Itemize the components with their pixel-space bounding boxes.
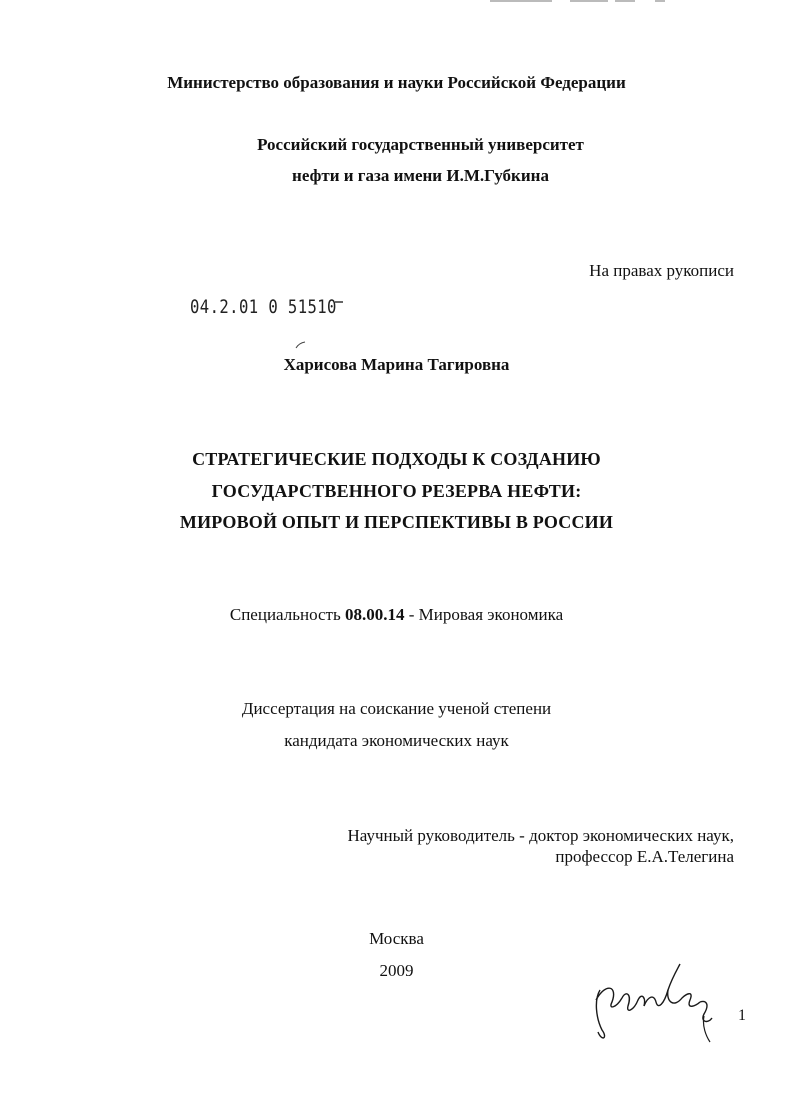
university-name-line1: Российский государственный университет bbox=[257, 135, 584, 154]
university-name-line2: нефти и газа имени И.М.Губкина bbox=[292, 166, 549, 185]
specialty-prefix: Специальность bbox=[229, 605, 345, 624]
thesis-title-line3: МИРОВОЙ ОПЫТ И ПЕРСПЕКТИВЫ В РОССИИ bbox=[179, 512, 614, 532]
advisor-line1: Научный руководитель - доктор экономических наук, bbox=[347, 826, 734, 845]
registration-stamp-number: 04.2.01 0 51510 bbox=[190, 296, 337, 318]
specialty-line bbox=[0, 605, 793, 625]
thesis-title-line2: ГОСУДАРСТВЕННОГО РЕЗЕРВА НЕФТИ: bbox=[211, 481, 582, 501]
thesis-title-line1: СТРАТЕГИЧЕСКИЕ ПОДХОДЫ К СОЗДАНИЮ bbox=[192, 449, 601, 469]
city: Москва bbox=[369, 929, 424, 948]
year: 2009 bbox=[379, 961, 414, 980]
author-name: Харисова Марина Тагировна bbox=[283, 355, 510, 374]
specialty-name: - Мировая экономика bbox=[404, 605, 564, 624]
scan-artifact-lines bbox=[490, 0, 680, 3]
pen-tick-mark bbox=[294, 340, 308, 350]
degree-line2: кандидата экономических наук bbox=[284, 731, 509, 750]
page-number: 1 bbox=[738, 1007, 746, 1024]
ministry-heading: Министерство образования и науки Российской Федерации bbox=[167, 73, 626, 92]
stamp-dash-mark bbox=[334, 300, 346, 306]
advisor-line2: профессор Е.А.Телегина bbox=[555, 847, 734, 866]
handwritten-signature bbox=[582, 960, 732, 1050]
specialty-code: 08.00.14 bbox=[344, 605, 405, 624]
manuscript-note: На правах рукописи bbox=[589, 261, 734, 280]
degree-line1: Диссертация на соискание ученой степени bbox=[241, 699, 552, 718]
